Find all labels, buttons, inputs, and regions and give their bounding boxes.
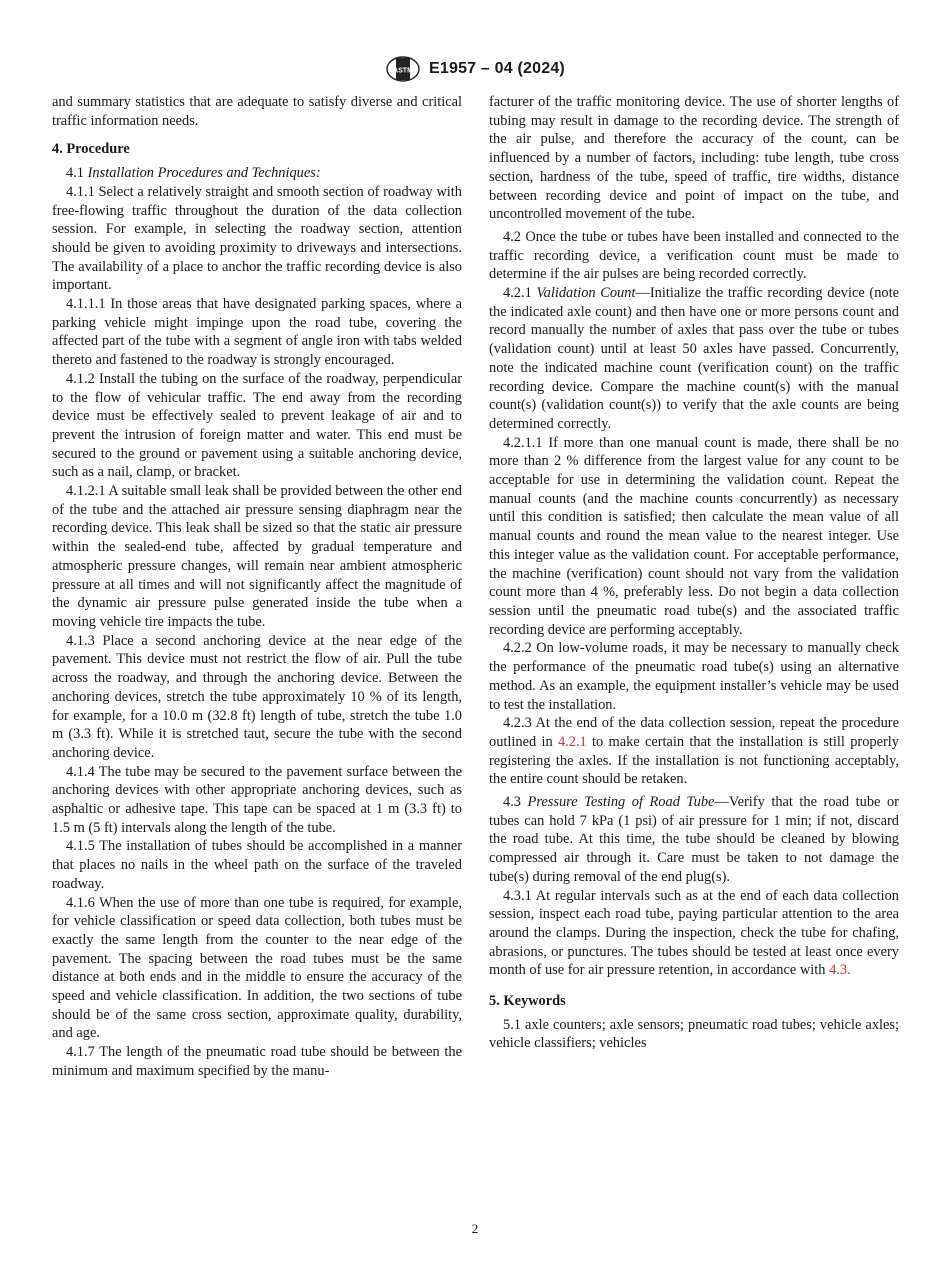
paragraph-4-1-7: 4.1.7 The length of the pneumatic road tube should be between the minimum and maximum specified by the manu-: [52, 1044, 462, 1079]
paragraph-4-2-1-1: 4.2.1.1 If more than one manual count is made, there shall be no more than 2 % difference from the largest value for any count to be acceptable for use in determining the validation count. Repeat the manual counts (and the machine counts concurrently) as necessary until this condition is satisfied; then calculate the mean value of all manual counts and round the mean value to the nearest integer. Use this integer value as the validation count. For acceptable performance, the machine (verification) count should not vary from the validation count more than 4 %, preferably less. Do not begin a data collection session until the pneumatic road tube(s) and the associated traffic recording device are performing acceptably.: [489, 434, 899, 638]
paragraph-5-1: 5.1 axle counters; axle sensors; pneumatic road tubes; vehicle axles; vehicle classifiers; vehicles: [489, 1016, 899, 1052]
paragraph-continuation: and summary statistics that are adequate to satisfy diverse and critical traffic information needs.: [52, 94, 462, 129]
svg-text:ASTM: ASTM: [393, 67, 413, 75]
paragraph-4-1: 4.1 Installation Procedures and Techniques:: [66, 165, 321, 182]
right-column: [489, 93, 899, 1053]
document-id: E1957 – 04 (2024): [429, 60, 565, 77]
paragraph-continuation-right: facturer of the traffic monitoring device. The use of shorter lengths of tubing may result in damage to the recording device. The strength of the air pulse, and therefore the accuracy of the count, can be influenced by a number of factors, including: tube length, tube cross section, hardness of the tube, speed of traffic, tire widths, distance between recording device and point of impact on the tube, and uncontrolled movement of the tube.: [489, 94, 899, 223]
paragraph-4-2-3: 4.2.3 At the end of the data collection session, repeat the procedure outlined in 4.2.1 to make certain that the installation is still properly registering the axles. If the installation is not functioning acceptably, the entire count should be retaken.: [489, 715, 899, 788]
astm-logo-icon: [385, 56, 421, 82]
section-heading-keywords: 5. Keywords: [489, 993, 566, 1010]
paragraph-4-1-4: 4.1.4 The tube may be secured to the pavement surface between the anchoring devices with other appropriate anchoring devices, such as asphaltic or adhesive tape. This tape can be spaced at 1 m (3.3 ft) to 1.5 m (5 ft) intervals along the length of the tube.: [52, 763, 462, 836]
section-heading-procedure: 4. Procedure: [52, 141, 130, 158]
page-header: [0, 56, 950, 82]
paragraph-4-1-5: 4.1.5 The installation of tubes should be accomplished in a manner that places no nails in the wheel path on the surface of the traveled roadway.: [52, 838, 462, 892]
paragraph-4-1-2-1: 4.1.2.1 A suitable small leak shall be provided between the other end of the tube and the attached air pressure sensing diaphragm near the recording device. This leak shall be sized so that the static air pressure within the sealed-end tube, affected by gradual temperature and atmospheric pressure changes, will remain near ambient atmospheric pressure at all times and will not significantly affect the magnitude of the dynamic air pressure pulse generated inside the tube when a moving vehicle tire impacts the tube.: [52, 483, 462, 630]
paragraph-4-1-1-1: 4.1.1.1 In those areas that have designated parking spaces, where a parking vehicle might impinge upon the road tube, covering the affected part of the tube with a segment of angle iron with tabs welded thereto and fastened to the roadway is strongly encouraged.: [52, 296, 462, 369]
section-link-4-2-1[interactable]: 4.2.1: [557, 733, 587, 750]
paragraph-4-1-6: 4.1.6 When the use of more than one tube is required, for example, for vehicle classification or speed data collection, both tubes must be exactly the same length from the counter to the near edge of the pavement. The spacing between the road tubes must be the same distance at both ends and in the middle to ensure the accuracy of the speed and vehicle classification. In addition, the two sections of tube should be of the same cross section, approximate quality, durability, and age.: [52, 894, 462, 1042]
paragraph-4-2-2: 4.2.2 On low-volume roads, it may be necessary to manually check the performance of the pneumatic road tube(s) using an alternative method. As an example, the equipment installer’s vehicle may be used to test the installation.: [489, 640, 899, 713]
paragraph-4-1-1: 4.1.1 Select a relatively straight and smooth section of roadway with free-flowing traffic throughout the duration of the data collection session. For example, in selecting the roadway section, attention should be given to avoiding proximity to driveways and intersections. The availability of a place to anchor the traffic recording device is also important.: [52, 183, 462, 294]
section-link-4-3[interactable]: 4.3.: [829, 962, 851, 979]
paragraph-4-3: 4.3 Pressure Testing of Road Tube—Verify that the road tube or tubes can hold 7 kPa (1 psi) of air pressure for 1 min; if not, discard the road tube. At this time, the tube should be cleaned by blowing compressed air through it. Care must be taken to not damage the tube(s) during removal of the end plug(s).: [489, 794, 899, 885]
left-column: [52, 93, 462, 1081]
paragraph-4-1-2: 4.1.2 Install the tubing on the surface of the roadway, perpendicular to the flow of vehicular traffic. The end away from the recording device must be effectively sealed to prevent leakage of air and to prevent the intrusion of foreign matter and water. This end must be secured to the ground or pavement using a suitable anchoring device, such as a nail, clamp, or bracket.: [52, 370, 462, 481]
paragraph-4-2: 4.2 Once the tube or tubes have been installed and connected to the traffic recording device, a verification count must be made to determine if the air pulses are being recorded correctly.: [489, 228, 899, 283]
page-number: 2: [471, 1221, 479, 1236]
paragraph-4-3-1: 4.3.1 At regular intervals such as at the end of each data collection session, inspect each road tube, paying particular attention to the area around the clamps. During the inspection, check the tube for chafing, abrasions, or punctures. The tubes should be tested at least once every month of use for air pressure retention, in accordance with 4.3.: [489, 887, 899, 979]
paragraph-4-2-1: 4.2.1 Validation Count—Initialize the traffic recording device (note the indicated axle count) and then have one or more persons count and record manually the number of axles that pass over the tube or tubes (validation count) until at least 50 axles have passed. Concurrently, note the indicated machine count (verification count) on the traffic recording device. Compare the machine count(s) with the manual count(s) (validation count(s)) to verify that the axle counts are being determined correctly.: [489, 285, 899, 432]
paragraph-4-1-3: 4.1.3 Place a second anchoring device at the near edge of the pavement. This device must not restrict the flow of air. Pull the tube across the roadway, and through the anchoring device. Between the anchoring devices, stretch the tube approximately 10 % of its length, for example, for a 10.0 m (32.8 ft) length of tube, stretch the tube 1.0 m (3.3 ft). While it is stretched taut, secure the tube with the second anchoring device.: [52, 632, 462, 761]
